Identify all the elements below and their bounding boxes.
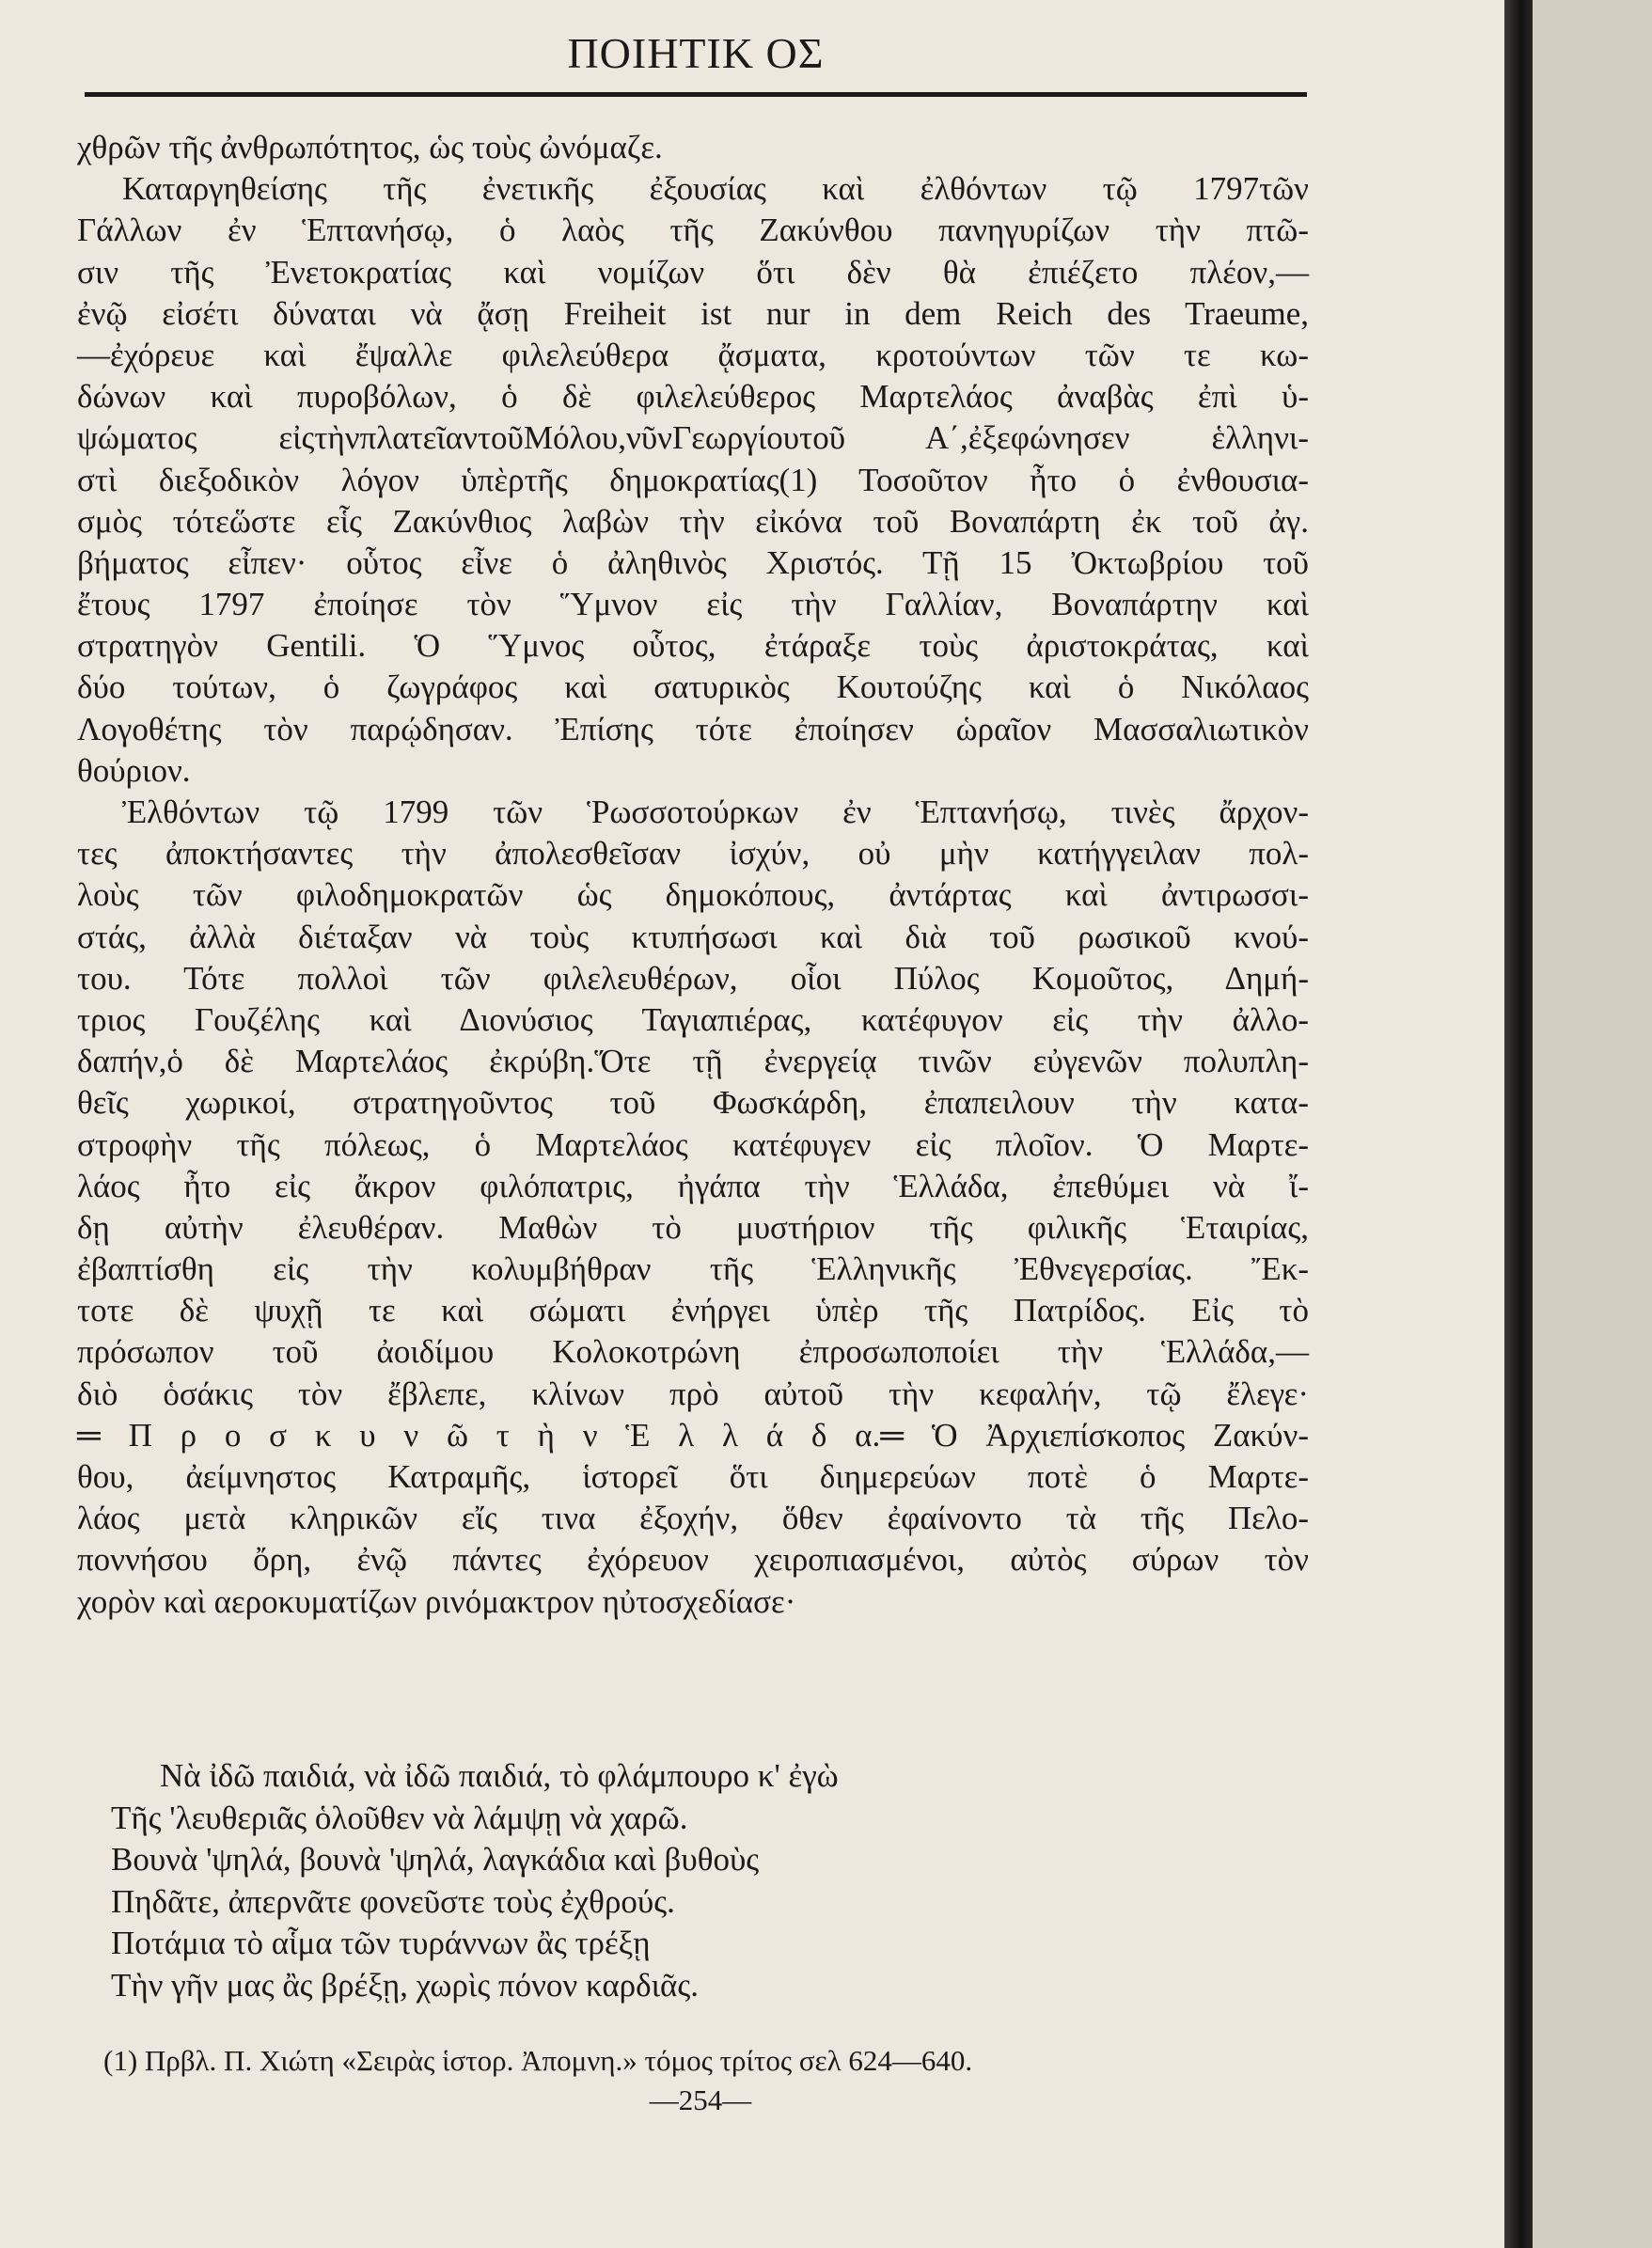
verse-line: Βουνὰ 'ψηλά, βουνὰ 'ψηλά, λαγκάδια καὶ βυθοὺς xyxy=(111,1841,760,1879)
text-line: δῃ αὐτὴν ἐλευθέραν. Μαθὼν τὸ μυστήριον τῆς φιλικῆς Ἑταιρίας, xyxy=(77,1208,1309,1246)
text-line: ψώματος εἰςτὴνπλατεῖαντοῦΜόλου,νῦνΓεωργίουτοῦ Α΄,ἐξεφώνησεν ἑλληνι- xyxy=(77,419,1309,457)
text-line: διὸ ὁσάκις τὸν ἔβλεπε, κλίνων πρὸ αὐτοῦ τὴν κεφαλήν, τῷ ἔλεγε· xyxy=(77,1375,1309,1412)
text-line: στὶ διεξοδικὸν λόγον ὑπὲρτῆς δημοκρατίας(1) Τοσοῦτον ἦτο ὁ ἐνθουσια- xyxy=(77,461,1309,498)
text-line: τοτε δὲ ψυχῇ τε καὶ σώματι ἐνήργει ὑπὲρ τῆς Πατρίδος. Εἰς τὸ xyxy=(77,1292,1309,1329)
text-line: δώνων καὶ πυροβόλων, ὁ δὲ φιλελεύθερος Μαρτελάος ἀναβὰς ἐπὶ ὑ- xyxy=(77,378,1309,416)
text-line: στρατηγὸν Gentili. Ὁ Ὕμνος οὗτος, ἐτάραξε τοὺς ἀριστοκράτας, καὶ xyxy=(77,627,1309,665)
text-line: στροφὴν τῆς πόλεως, ὁ Μαρτελάος κατέφυγεν εἰς πλοῖον. Ὁ Μαρτε- xyxy=(77,1125,1309,1163)
page-number: —254— xyxy=(649,2083,752,2116)
verse-line: Ποτάμια τὸ αἷμα τῶν τυράννων ἂς τρέξῃ xyxy=(111,1925,651,1962)
text-line: λάος μετὰ κληρικῶν εἴς τινα ἐξοχήν, ὅθεν ἐφαίνοντο τὰ τῆς Πελο- xyxy=(77,1500,1309,1537)
verse-line: Τῆς 'λευθεριᾶς ὁλοῦθεν νὰ λάμψῃ νὰ χαρῶ. xyxy=(111,1799,688,1836)
text-line: Καταργηθείσης τῆς ἐνετικῆς ἐξουσίας καὶ ἐλθόντων τῷ 1797τῶν xyxy=(122,170,1309,208)
text-line: δύο τούτων, ὁ ζωγράφος καὶ σατυρικὸς Κουτούζης καὶ ὁ Νικόλαος xyxy=(77,668,1309,706)
text-line: στάς, ἀλλὰ διέταξαν νὰ τοὺς κτυπήσωσι καὶ διὰ τοῦ ρωσικοῦ κνού- xyxy=(77,918,1309,955)
text-line: Λογοθέτης τὸν παρῴδησαν. Ἐπίσης τότε ἐποίησεν ὡραῖον Μασσαλιωτικὸν xyxy=(77,710,1309,747)
text-line: πρόσωπον τοῦ ἀοιδίμου Κολοκοτρώνη ἐπροσωποποίει τὴν Ἑλλάδα,— xyxy=(77,1333,1309,1371)
text-line: ἐνῷ εἰσέτι δύναται νὰ ᾄσῃ Freiheit ist nur in dem Reich des Traeume, xyxy=(77,294,1309,332)
verse-block xyxy=(111,1755,1277,2007)
text-line: τριος Γουζέλης καὶ Διονύσιος Ταγιαπιέρας, κατέφυγον εἰς τὴν ἀλλο- xyxy=(77,1000,1309,1038)
text-line: Γάλλων ἐν Ἑπτανήσῳ, ὁ λαὸς τῆς Ζακύνθου πανηγυρίζων τὴν πτῶ- xyxy=(77,212,1309,249)
text-line: τες ἀποκτήσαντες τὴν ἀπολεσθεῖσαν ἰσχύν, οὐ μὴν κατήγγειλαν πολ- xyxy=(77,835,1309,872)
book-gutter xyxy=(1504,0,1533,2248)
text-line: ἐβαπτίσθη εἰς τὴν κολυμβήθραν τῆς Ἑλληνικῆς Ἐθνεγερσίας. Ἔκ- xyxy=(77,1250,1309,1288)
adjacent-page-edge xyxy=(1533,0,1652,2248)
text-line: θου, ἀείμνηστος Κατραμῆς, ἱστορεῖ ὅτι διημερεύων ποτὲ ὁ Μαρτε- xyxy=(77,1458,1309,1495)
text-line: —ἐχόρευε καὶ ἔψαλλε φιλελεύθερα ᾄσματα, κροτούντων τῶν τε κω- xyxy=(77,336,1309,373)
text-line: Ἐλθόντων τῷ 1799 τῶν Ῥωσσοτούρκων ἐν Ἑπτανήσῳ, τινὲς ἄρχον- xyxy=(122,794,1309,830)
text-line: λάος ἦτο εἰς ἄκρον φιλόπατρις, ἠγάπα τὴν Ἑλλάδα, ἐπεθύμει νὰ ἴ- xyxy=(77,1167,1309,1204)
text-line: σιν τῆς Ἐνετοκρατίας καὶ νομίζων ὅτι δὲν θὰ ἐπιέζετο πλέον,— xyxy=(77,253,1309,291)
text-line: χθρῶν τῆς ἀνθρωπότητος, ὡς τοὺς ὠνόμαζε. xyxy=(77,129,663,165)
text-line: λοὺς τῶν φιλοδημοκρατῶν ὡς δημοκόπους, ἀντάρτας καὶ ἀντιρωσσι- xyxy=(77,876,1309,914)
verse-line: Νὰ ἰδῶ παιδιά, νὰ ἰδῶ παιδιά, τὸ φλάμπουρο κ' ἐγὼ xyxy=(160,1757,839,1794)
text-line: ποννήσου ὄρη, ἐνῷ πάντες ἐχόρευον χειροπιασμένοι, αὐτὸς σύρων τὸν xyxy=(77,1541,1309,1579)
text-line: θεῖς χωρικοί, στρατηγοῦντος τοῦ Φωσκάρδη, ἐπαπειλουν τὴν κατα- xyxy=(77,1084,1309,1122)
text-line: βήματος εἶπεν· οὗτος εἶνε ὁ ἀληθινὸς Χριστός. Τῇ 15 Ὀκτωβρίου τοῦ xyxy=(77,543,1309,581)
body-text xyxy=(77,127,1309,1623)
header-rule xyxy=(85,92,1307,97)
verse-line: Τὴν γῆν μας ἂς βρέξῃ, χωρὶς πόνον καρδιᾶς. xyxy=(111,1966,699,2004)
text-line: θούριον. xyxy=(77,751,191,789)
footnote: (1) Πρβλ. Π. Χιώτη «Σειρὰς ἱστορ. Ἀπομνη.» τόμος τρίτος σελ 624—640. xyxy=(103,2044,973,2077)
page-header xyxy=(85,28,1307,78)
verse-line: Πηδᾶτε, ἀπερνᾶτε φονεῦστε τοὺς ἐχθρούς. xyxy=(111,1882,675,1920)
text-line: του. Τότε πολλοὶ τῶν φιλελευθέρων, οἷοι Πύλος Κομοῦτος, Δημή- xyxy=(77,959,1309,997)
running-title: ΠΟΙΗΤΙΚ ΟΣ xyxy=(567,29,825,77)
text-line: ═ Π ρ ο σ κ υ ν ῶ τ ὴ ν Ἑ λ λ ά δ α.═ Ὁ Ἀρχιεπίσκοπος Ζακύν- xyxy=(77,1416,1309,1454)
text-line: σμὸς τότεὥστε εἷς Ζακύνθιος λαβὼν τὴν εἰκόνα τοῦ Βοναπάρτη ἐκ τοῦ ἀγ. xyxy=(77,502,1309,540)
text-line: ἔτους 1797 ἐποίησε τὸν Ὕμνον εἰς τὴν Γαλλίαν, Βοναπάρτην καὶ xyxy=(77,586,1309,623)
text-line: χορὸν καὶ αεροκυματίζων ρινόμακτρον ηὐτοσχεδίασε· xyxy=(77,1582,796,1620)
text-line: δαπήν,ὁ δὲ Μαρτελάος ἐκρύβη.Ὅτε τῇ ἐνεργείᾳ τινῶν εὐγενῶν πολυπλη- xyxy=(77,1043,1309,1080)
